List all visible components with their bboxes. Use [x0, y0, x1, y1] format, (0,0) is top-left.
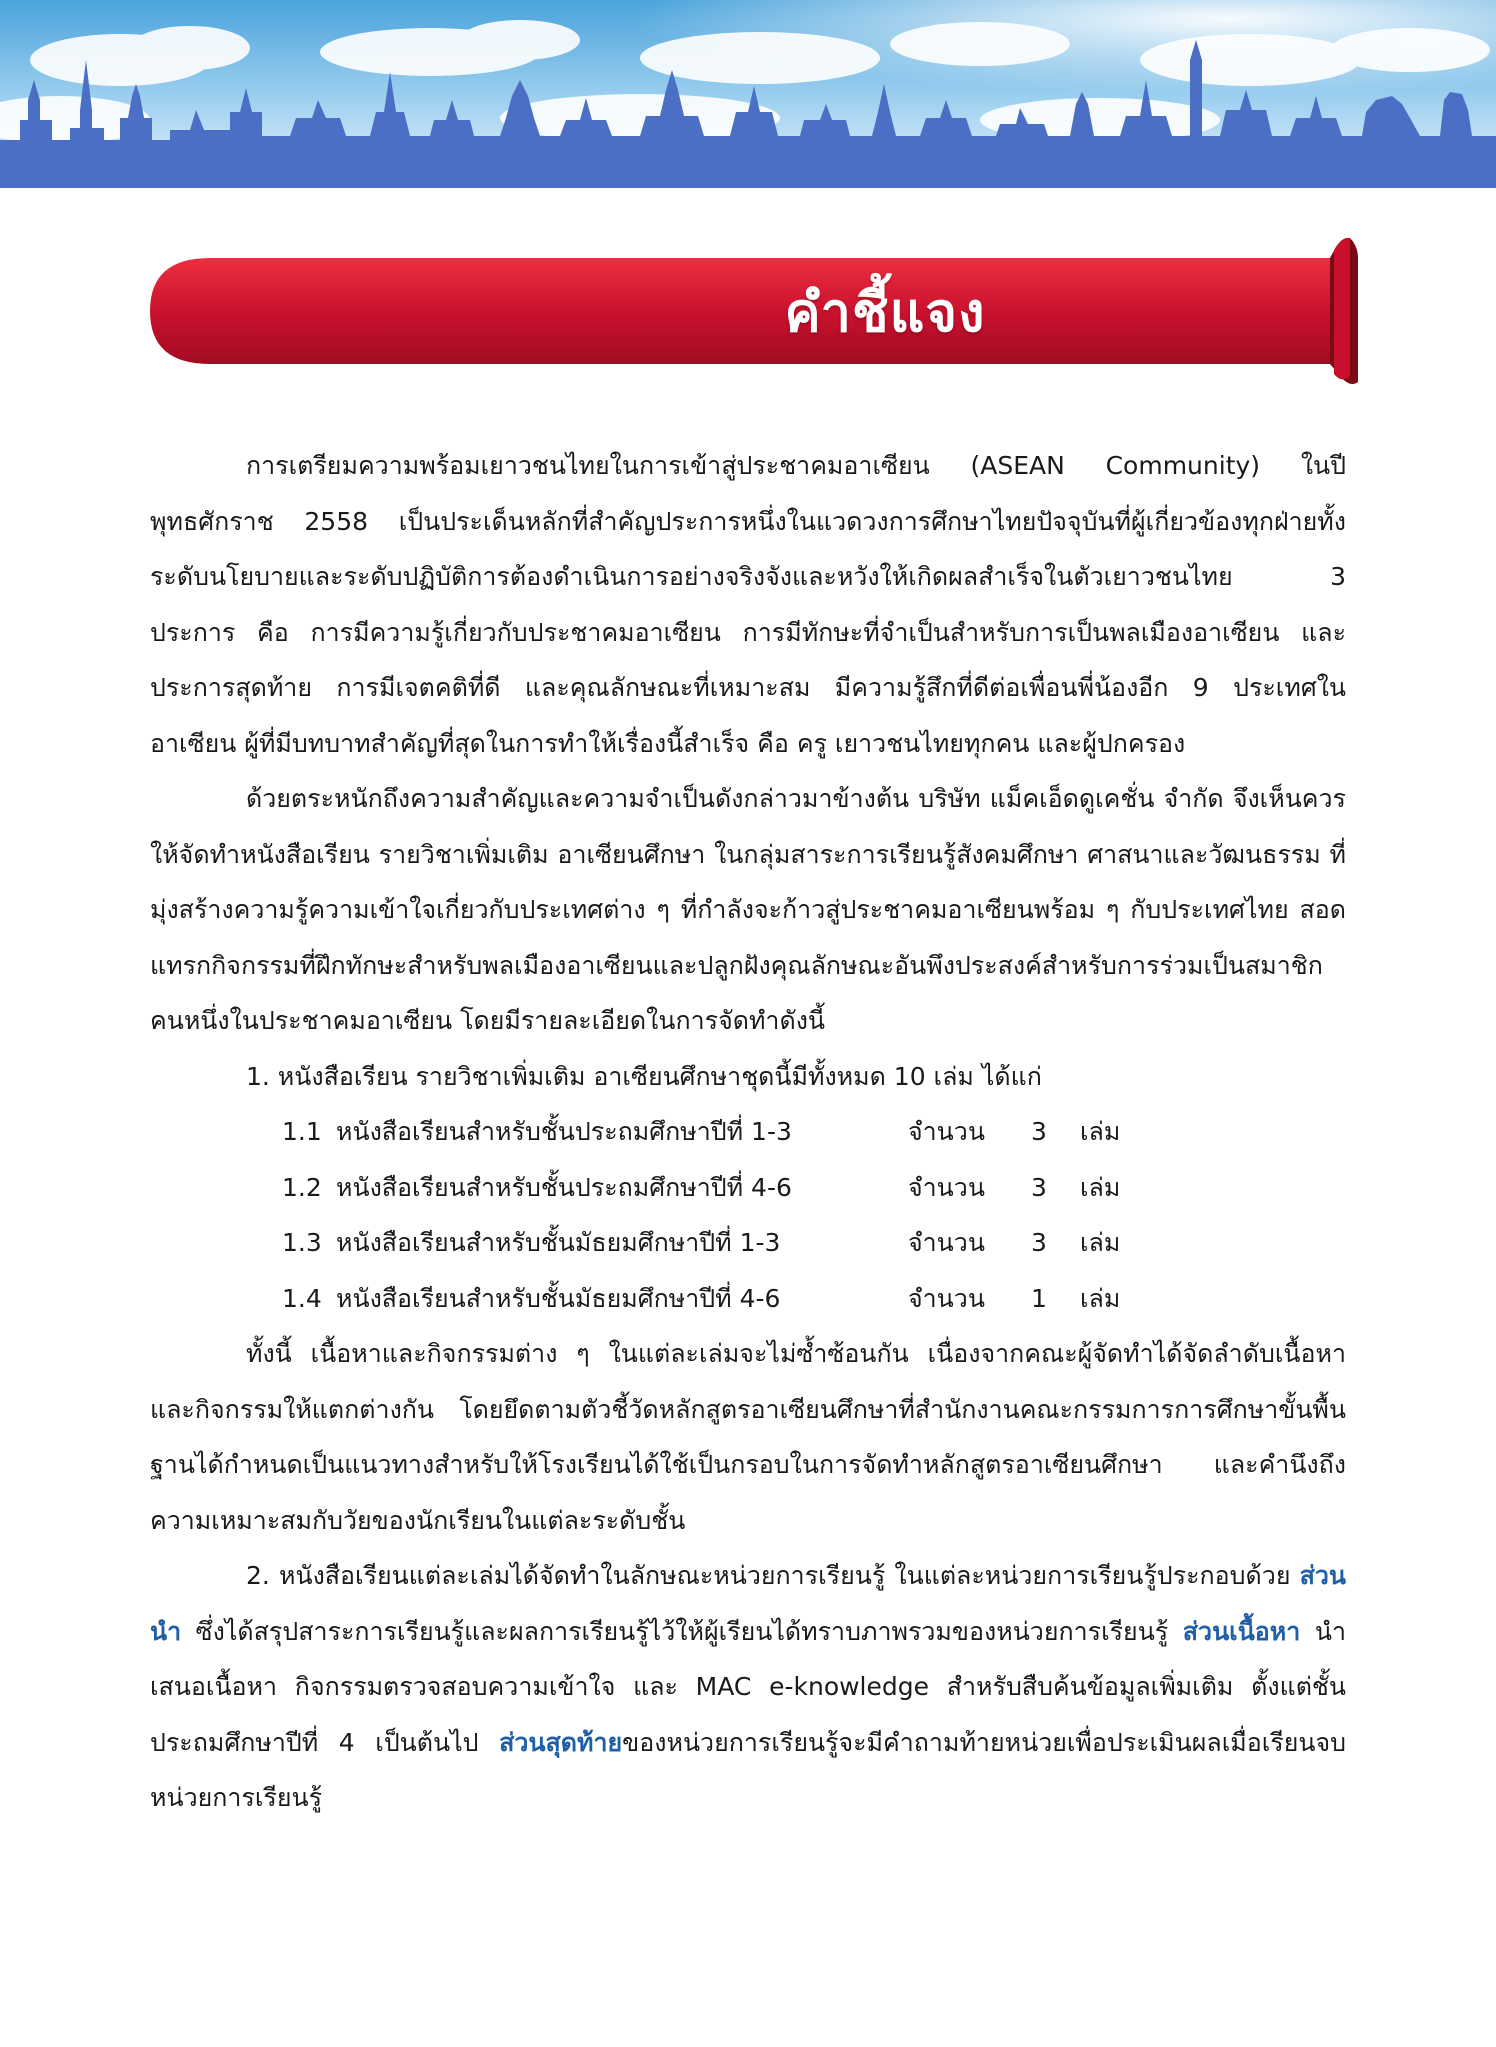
- text-segment: ซึ่งได้สรุปสาระการเรียนรู้และผลการเรียนรู้ไว้ให้ผู้เรียนได้ทราบภาพรวมของหน่วยการเรียนรู้: [181, 1616, 1183, 1646]
- main-content: [150, 438, 1346, 1826]
- list-item: [282, 1160, 1346, 1216]
- asean-skyline-illustration: [0, 0, 1496, 188]
- item-unit-label: จำนวน: [908, 1283, 985, 1313]
- item-count: 1: [1031, 1283, 1047, 1313]
- item-book-label: เล่ม: [1080, 1172, 1121, 1202]
- paragraph-unit-structure: [150, 1548, 1346, 1826]
- list-item: [282, 1271, 1346, 1327]
- item-number: 1.3: [282, 1228, 322, 1257]
- header-banner: [0, 0, 1496, 188]
- item-number: 1.2: [282, 1172, 322, 1202]
- item-number: 1.1: [282, 1117, 322, 1146]
- item-count: 3: [1031, 1117, 1047, 1146]
- item-unit-label: จำนวน: [908, 1117, 985, 1146]
- item-description: หนังสือเรียนสำหรับชั้นประถมศึกษาปีที่ 1-3: [336, 1117, 792, 1146]
- highlight-final-section: ส่วนสุดท้าย: [499, 1727, 623, 1757]
- text-segment: ของหน่วยการเรียนรู้จะมีคำถามท้ายหน่วยเพื่อประเมินผลเมื่อเรียนจบหน่วยการเรียนรู้: [150, 1727, 1346, 1812]
- text-segment: นำเสนอเนื้อหา กิจกรรมตรวจสอบความเข้าใจ และ MAC e-knowledge สำหรับสืบค้นข้อมูลเพิ่มเติม ตั้งแต่ชั้นประถมศึกษาปีที่ 4 เป็นต้นไป: [150, 1616, 1346, 1757]
- item-description: หนังสือเรียนสำหรับชั้นมัธยมศึกษาปีที่ 4-6: [336, 1283, 781, 1313]
- text-segment: 2. หนังสือเรียนแต่ละเล่มได้จัดทำในลักษณะหน่วยการเรียนรู้ ในแต่ละหน่วยการเรียนรู้ประกอบด้วย: [246, 1561, 1300, 1590]
- paragraph-content-note: ทั้งนี้ เนื้อหาและกิจกรรมต่าง ๆ ในแต่ละเล่มจะไม่ซ้ำซ้อนกัน เนื่องจากคณะผู้จัดทำได้จัดลำดับเนื้อหาและกิจกรรมให้แตกต่างกัน โดยยึดตามตัวชี้วัดหลักสูตรอาเซียนศึกษาที่สำนักงานคณะกรรมการการศึกษาขั้นพื้นฐานได้กำหนดเป็นแนวทางสำหรับให้โรงเรียนได้ใช้เป็นกรอบในการจัดทำหลักสูตรอาเซียนศึกษา และคำนึงถึงความเหมาะสมกับวัยของนักเรียนในแต่ละระดับชั้น: [150, 1339, 1346, 1535]
- item-book-label: เล่ม: [1080, 1283, 1121, 1313]
- list-item: [282, 1104, 1346, 1160]
- title-ribbon: [150, 236, 1360, 388]
- item-unit-label: จำนวน: [908, 1228, 985, 1257]
- item-number: 1.4: [282, 1283, 322, 1313]
- highlight-intro-section: ส่วนนำ: [150, 1561, 1346, 1646]
- book-list: [150, 1104, 1346, 1326]
- paragraph-purpose: ด้วยตระหนักถึงความสำคัญและความจำเป็นดังกล่าวมาข้างต้น บริษัท แม็คเอ็ดดูเคชั่น จำกัด จึงเห็นควรให้จัดทำหนังสือเรียน รายวิชาเพิ่มเติม อาเซียนศึกษา ในกลุ่มสาระการเรียนรู้สังคมศึกษา ศาสนาและวัฒนธรรม ที่มุ่งสร้างความรู้ความเข้าใจเกี่ยวกับประเทศต่าง ๆ ที่กำลังจะก้าวสู่ประชาคมอาเซียนพร้อม ๆ กับประเทศไทย สอดแทรกกิจกรรมที่ฝึกทักษะสำหรับพลเมืองอาเซียนและปลูกฝังคุณลักษณะอันพึงประสงค์สำหรับการร่วมเป็นสมาชิกคนหนึ่งในประชาคมอาเซียน โดยมีรายละเอียดในการจัดทำดังนี้: [150, 784, 1346, 1035]
- list-item: [282, 1215, 1346, 1271]
- item-book-label: เล่ม: [1080, 1228, 1121, 1257]
- paragraph-intro: การเตรียมความพร้อมเยาวชนไทยในการเข้าสู่ประชาคมอาเซียน (ASEAN Community) ในปีพุทธศักราช 2558 เป็นประเด็นหลักที่สำคัญประการหนึ่งในแวดวงการศึกษาไทยปัจจุบันที่ผู้เกี่ยวข้องทุกฝ่ายทั้งระดับนโยบายและระดับปฏิบัติการต้องดำเนินการอย่างจริงจังและหวังให้เกิดผลสำเร็จในตัวเยาวชนไทย 3 ประการ คือ การมีความรู้เกี่ยวกับประชาคมอาเซียน การมีทักษะที่จำเป็นสำหรับการเป็นพลเมืองอาเซียน และประการสุดท้าย การมีเจตคติที่ดี และคุณลักษณะที่เหมาะสม มีความรู้สึกที่ดีต่อเพื่อนพี่น้องอีก 9 ประเทศในอาเซียน ผู้ที่มีบทบาทสำคัญที่สุดในการทำให้เรื่องนี้สำเร็จ คือ ครู เยาวชนไทยทุกคน และผู้ปกครอง: [150, 451, 1346, 758]
- item-description: หนังสือเรียนสำหรับชั้นมัธยมศึกษาปีที่ 1-3: [336, 1228, 781, 1257]
- item-unit-label: จำนวน: [908, 1172, 985, 1202]
- highlight-content-section: ส่วนเนื้อหา: [1182, 1616, 1301, 1646]
- item-book-label: เล่ม: [1080, 1117, 1121, 1146]
- item-count: 3: [1031, 1172, 1047, 1202]
- item-count: 3: [1031, 1228, 1047, 1257]
- item-description: หนังสือเรียนสำหรับชั้นประถมศึกษาปีที่ 4-6: [336, 1172, 792, 1202]
- page-title: คำชี้แจง: [784, 281, 986, 344]
- list-item-book-count: 1. หนังสือเรียน รายวิชาเพิ่มเติม อาเซียนศึกษาชุดนี้มีทั้งหมด 10 เล่ม ได้แก่: [246, 1061, 1042, 1091]
